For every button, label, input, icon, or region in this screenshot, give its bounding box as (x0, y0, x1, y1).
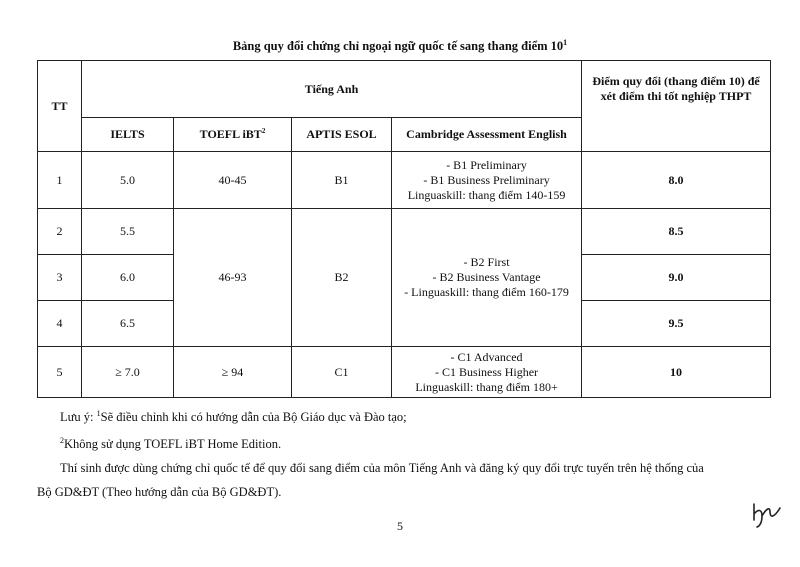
table-title (0, 38, 800, 54)
cambridge-line: - B1 Preliminary (446, 157, 527, 172)
note-2-text: Không sử dụng TOEFL iBT Home Edition. (64, 437, 282, 452)
table-row (38, 347, 771, 398)
cambridge-line: - B1 Business Preliminary (423, 172, 550, 187)
header-row-2 (38, 118, 771, 152)
row-cambridge (392, 152, 582, 209)
table-title-text: Bảng quy đổi chứng chỉ ngoại ngữ quốc tế sang thang điểm 10 (232, 39, 564, 54)
cambridge-line: Linguaskill: thang điểm 180+ (415, 379, 558, 394)
header-ielts: IELTS (82, 118, 174, 152)
note-1 (37, 402, 777, 429)
row-ielts: 5.5 (82, 209, 174, 255)
note-2-mark: 2 (60, 436, 64, 446)
cambridge-line: - B2 Business Vantage (432, 270, 541, 284)
row-ielts: 5.0 (82, 152, 174, 209)
page-number: 5 (397, 519, 403, 533)
header-toefl-label: TOEFL iBT (199, 127, 262, 141)
row-score: 10 (582, 347, 771, 398)
row-aptis: C1 (292, 347, 392, 398)
row-tt: 3 (38, 255, 82, 301)
row-ielts: 6.0 (82, 255, 174, 301)
signature-scribble (748, 500, 784, 530)
header-toefl (174, 118, 292, 152)
row-cambridge (392, 347, 582, 398)
title-footnote-mark: 1 (563, 38, 568, 47)
row-tt: 2 (38, 209, 82, 255)
conversion-table (37, 60, 771, 398)
note-2 (37, 429, 777, 456)
note-3-line-b: Bộ GD&ĐT (Theo hướng dẫn của Bộ GD&ĐT). (37, 485, 282, 500)
header-english: Tiếng Anh (82, 61, 582, 118)
row-ielts: 6.5 (82, 301, 174, 347)
header-aptis: APTIS ESOL (292, 118, 392, 152)
row-score: 8.5 (582, 209, 771, 255)
row-toefl: ≥ 94 (174, 347, 292, 398)
row-tt: 5 (38, 347, 82, 398)
header-row-1 (38, 61, 771, 118)
cambridge-line: - B2 First (463, 255, 510, 269)
header-score-continued (582, 118, 771, 152)
header-score: Điểm quy đổi (thang điểm 10) để xét điểm thi tốt nghiệp THPT (582, 61, 771, 118)
header-tt: TT (38, 61, 82, 152)
row-aptis: B1 (292, 152, 392, 209)
row-score: 8.0 (582, 152, 771, 209)
header-cambridge: Cambridge Assessment English (392, 118, 582, 152)
row-score: 9.0 (582, 255, 771, 301)
merged-toefl: 46-93 (174, 209, 292, 347)
table-row (38, 209, 771, 255)
merged-aptis: B2 (292, 209, 392, 347)
row-tt: 4 (38, 301, 82, 347)
note-1-mark: 1 (96, 409, 101, 418)
cambridge-line: Linguaskill: thang điểm 140-159 (407, 187, 566, 202)
toefl-footnote-mark: 2 (261, 127, 266, 135)
table-row (38, 152, 771, 209)
row-ielts: ≥ 7.0 (82, 347, 174, 398)
cambridge-line: - Linguaskill: thang điểm 160-179 (404, 285, 569, 299)
row-score: 9.5 (582, 301, 771, 347)
cambridge-line: - C1 Advanced (450, 349, 523, 364)
merged-cambridge (392, 209, 582, 347)
note-1-text: Sẽ điều chỉnh khi có hướng dẫn của Bộ Giáo dục và Đào tạo; (100, 410, 407, 425)
cambridge-line: - C1 Business Higher (435, 364, 539, 379)
row-tt: 1 (38, 152, 82, 209)
notes-section (37, 402, 777, 504)
signature (748, 500, 784, 535)
note-1-prefix: Lưu ý: (60, 410, 97, 425)
note-3-line-a: Thí sinh được dùng chứng chỉ quốc tế để quy đổi sang điểm của môn Tiếng Anh và đăng ký quy đổi trực tuyến trên hệ thống của (60, 461, 704, 476)
row-toefl: 40-45 (174, 152, 292, 209)
